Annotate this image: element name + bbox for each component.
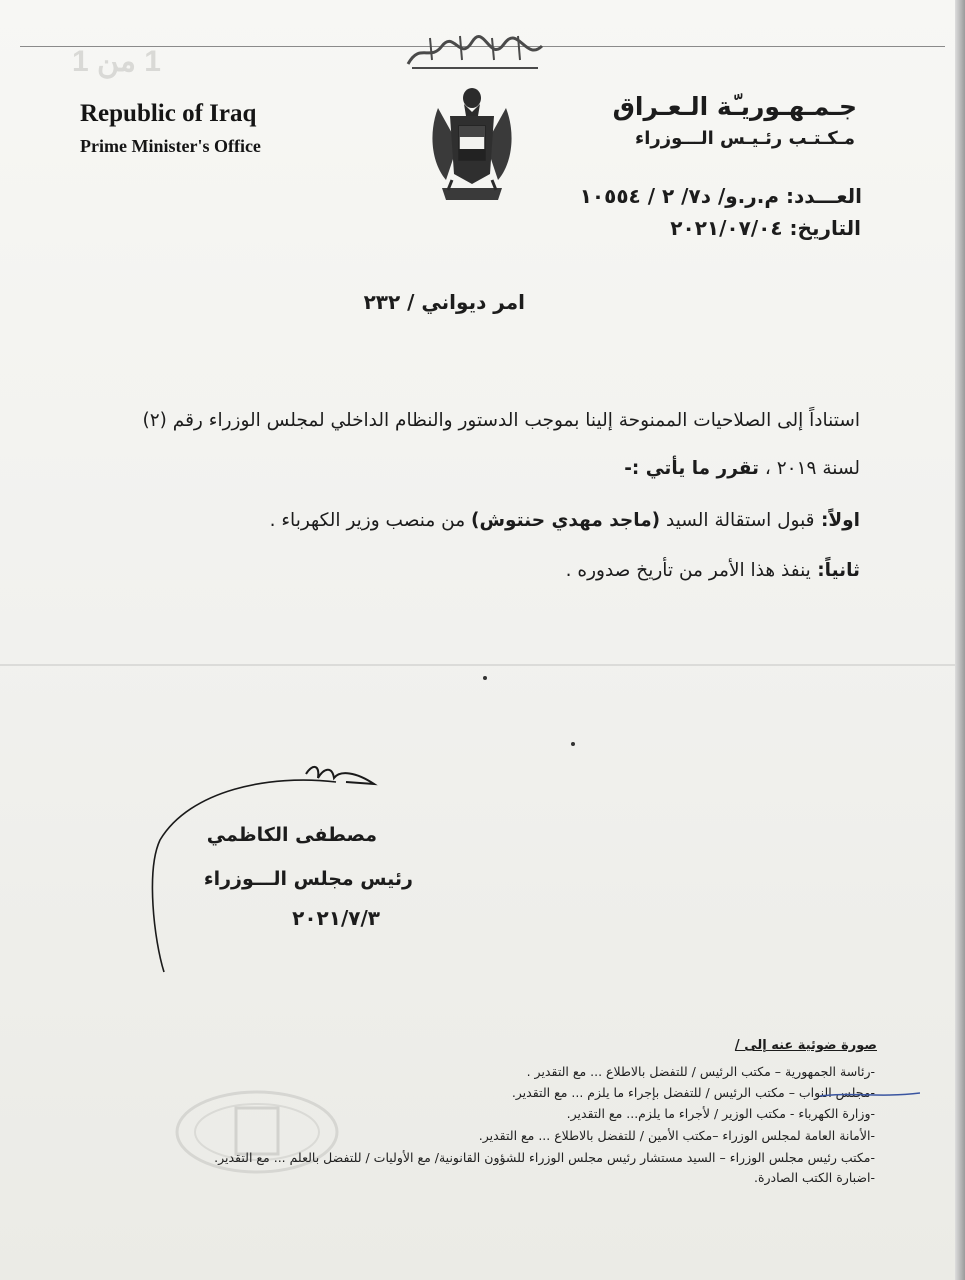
signatory-name: مصطفى الكاظمي [206, 824, 377, 846]
order-item-2: ثانياً: ينفذ هذا الأمر من تأريخ صدوره . [565, 560, 860, 581]
pen-stroke [820, 1090, 920, 1100]
bismillah-calligraphy [400, 32, 550, 74]
preamble-line-2: لسنة ٢٠١٩ ، تقرر ما يأتي :- [624, 458, 860, 479]
copy-recipient: -مكتب رئيس مجلس الوزراء – السيد مستشار رئيس مجلس الوزراء للشؤون القانونية/ مع الأوليات / للتفضل بالعلم ... مع التقدير. [214, 1150, 875, 1165]
copy-recipient: -مجلس النواب – مكتب الرئيس / للتفضل بإجراء ما يلزم ... مع التقدير. [511, 1085, 875, 1100]
copy-recipient: -رئاسة الجمهورية – مكتب الرئيس / للتفضل بالاطلاع ... مع التقدير . [526, 1064, 875, 1079]
copies-heading: صورة ضوئية عنه إلى / [734, 1038, 877, 1053]
ink-dot [483, 676, 487, 680]
arabic-office-title: مـكـتـب رئـيـس الـــوزراء [635, 128, 855, 149]
copy-recipient: -وزارة الكهرباء - مكتب الوزير / لأجراء ما يلزم... مع التقدير. [566, 1106, 875, 1121]
document-date: التاريخ: ٢٠٢١/٠٧/٠٤ [670, 216, 861, 240]
page-edge-shadow [955, 0, 965, 1280]
page-marker: 1 من 1 [72, 45, 161, 78]
arabic-republic-title: جـمـهـوريـّة الـعـراق [612, 92, 857, 121]
english-subtitle: Prime Minister's Office [80, 136, 261, 156]
order-item-1: اولاً: قبول استقالة السيد (ماجد مهدي حنتوش) من منصب وزير الكهرباء . [269, 510, 860, 531]
copy-recipient: -الأمانة العامة لمجلس الوزراء –مكتب الأمين / للتفضل بالاطلاع ... مع التقدير. [478, 1128, 875, 1143]
iraq-eagle-emblem-icon [428, 84, 516, 208]
english-title: Republic of Iraq [80, 100, 257, 127]
reference-number: العـــدد: م.ر.و/ د٧/ ٢ / ١٠٥٥٤ [579, 184, 862, 208]
signatory-title: رئيس مجلس الـــوزراء [203, 868, 413, 890]
order-title: امر ديواني / ٢٣٢ [363, 290, 525, 314]
paper-fold [0, 664, 965, 666]
ink-dot [571, 742, 575, 746]
signature-date: ٢٠٢١/٧/٣ [292, 906, 380, 930]
preamble-line-1: استناداً إلى الصلاحيات الممنوحة إلينا بموجب الدستور والنظام الداخلي لمجلس الوزراء رقم (٢) [142, 410, 860, 431]
copy-recipient: -اضبارة الكتب الصادرة. [754, 1170, 875, 1185]
